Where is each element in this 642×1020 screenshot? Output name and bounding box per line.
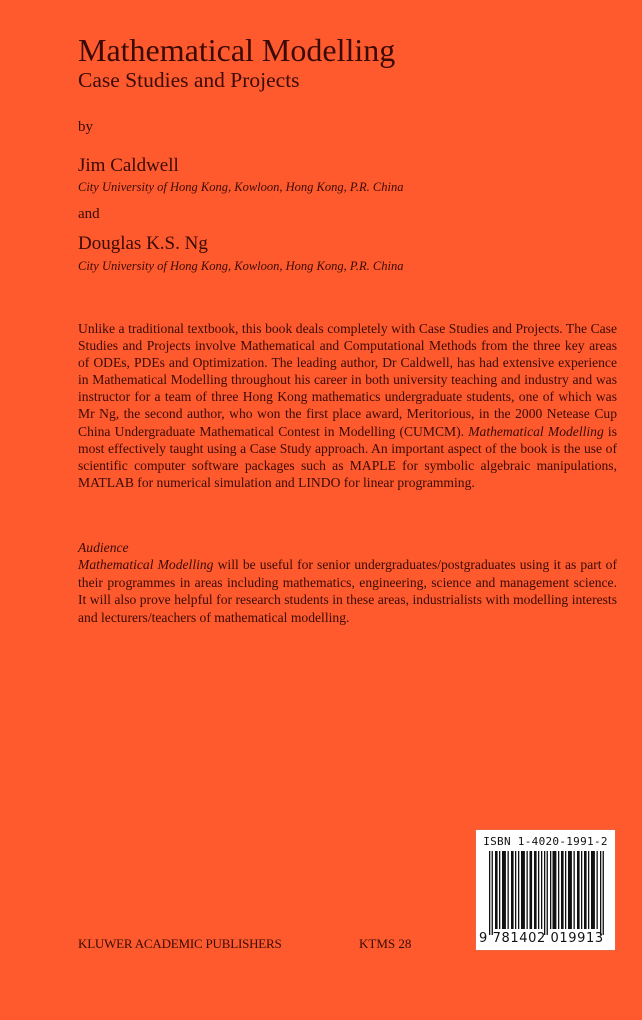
series-number: KTMS 28 [359, 936, 412, 951]
barcode-icon [489, 851, 605, 935]
description-text: is most effectively taught using a Case Study approach. An important aspect of the book is the use of scientific computer software packages such as MAPLE for symbolic algebraic manipulations, MATLAB for numerical simulation and LINDO for linear programming. [78, 423, 617, 490]
isbn-barcode [476, 830, 615, 950]
audience-description [78, 556, 617, 627]
book-description [78, 320, 617, 491]
and-label: and [78, 206, 100, 222]
book-title: Mathematical Modelling [78, 32, 396, 68]
ean-number: 9 781402 019913 [479, 931, 604, 946]
description-book-title: Mathematical Modelling [468, 423, 604, 439]
audience-heading: Audience [78, 540, 129, 555]
audience-book-title: Mathematical Modelling [78, 557, 214, 572]
author-name: Douglas K.S. Ng [78, 233, 208, 254]
isbn-number: ISBN 1-4020-1991-2 [483, 835, 608, 848]
description-text: Unlike a traditional textbook, this book deals completely with Case Studies and Projects. The Case Studies and Projects involve Mathematical and Computational Methods from the three key areas of ODEs, PDEs and Optimization. The leading author, Dr Caldwell, has had extensive experience in Mathematical Modelling throughout his career in both university teaching and industry and was instructor for a team of three Hong Kong mathematics undergraduate students, one of which was Mr Ng, the second author, who won the first place award, Meritorious, in the 2000 Netease Cup China Undergraduate Mathematical Contest in Modelling (CUMCM). [78, 321, 617, 439]
author-affiliation: City University of Hong Kong, Kowloon, Hong Kong, P.R. China [78, 259, 404, 273]
author-affiliation: City University of Hong Kong, Kowloon, Hong Kong, P.R. China [78, 180, 404, 194]
publisher-name: KLUWER ACADEMIC PUBLISHERS [78, 936, 282, 951]
book-subtitle: Case Studies and Projects [78, 68, 300, 92]
by-label: by [78, 119, 93, 135]
audience-text: will be useful for senior undergraduates/postgraduates using it as part of their programmes in areas including mathematics, engineering, science and management science. It will also prove helpful for research students in these areas, industrialists with modelling interests and lecturers/teachers of mathematical modelling. [78, 557, 617, 626]
author-name: Jim Caldwell [78, 155, 179, 176]
